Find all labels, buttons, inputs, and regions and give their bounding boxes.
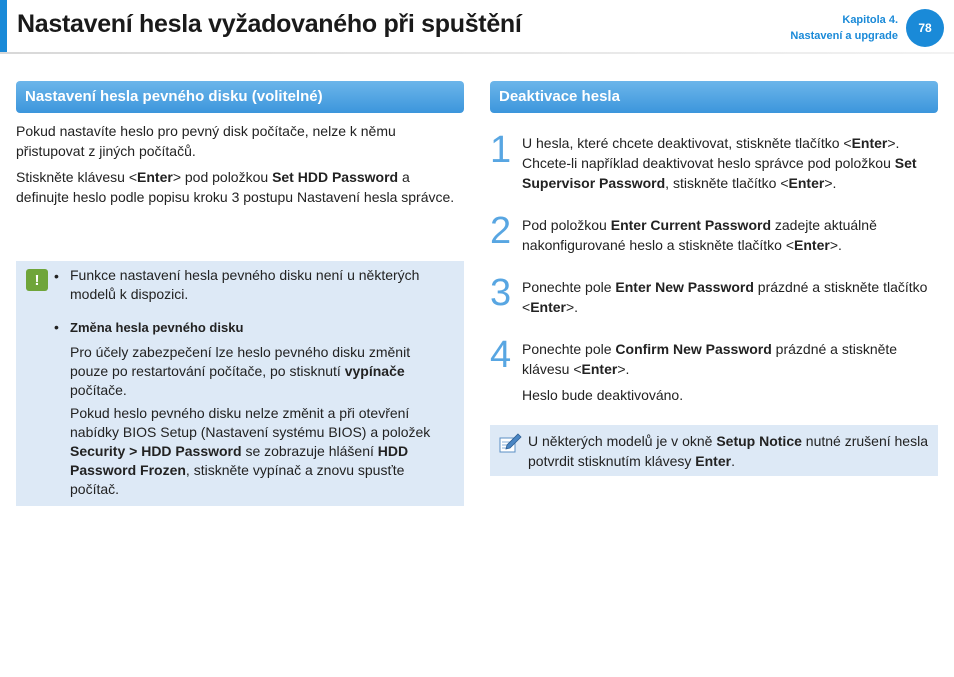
step-text: Pod položkou Enter Current Password zadejte aktuálně nakonfigurované heslo a stiskněte tlačítko <Enter>. [522,217,877,253]
note-box [490,425,938,476]
page-number-badge: 78 [906,9,944,47]
warning-item-availability: Funkce nastavení hesla pevného disku není u některých modelů k dispozici. [70,267,420,302]
chapter-label [790,12,898,44]
step-number: 1 [490,129,512,171]
chapter-title: Nastavení a upgrade [790,30,898,42]
step-text: Ponechte pole Confirm New Password prázdné a stiskněte klávesu <Enter>. [522,341,898,377]
note-pencil-icon [498,433,522,455]
warning-item-paragraph-1: Pro účely zabezpečení lze heslo pevného disku změnit pouze po restartování počítače, po stisknutí vypínače počítače. [70,344,411,398]
intro-paragraph: Pokud nastavíte heslo pro pevný disk počítače, nelze k němu přistupovat z jiných počítačů. [16,123,396,159]
step-number: 2 [490,210,512,252]
step-number: 4 [490,334,512,376]
section-heading-hdd-password: Nastavení hesla pevného disku (volitelné) [16,81,464,113]
page-title: Nastavení hesla vyžadovaného při spuštění [17,10,522,38]
step-result: Heslo bude deaktivováno. [522,387,684,403]
title-divider [0,52,954,54]
warning-item-paragraph-2: Pokud heslo pevného disku nelze změnit a při otevření nabídky BIOS Setup (Nastavení systému BIOS) a položek Security > HDD Password se zobrazuje hlášení HDD Password Frozen, stiskněte vypínač a znovu spusťte počítač. [70,405,431,497]
note-text: U některých modelů je v okně Setup Notice nutné zrušení hesla potvrdit stisknutím klávesy Enter. [528,433,928,469]
exclamation-icon: ! [26,269,48,291]
bullet: • [54,268,59,284]
step-number: 3 [490,272,512,314]
header-accent-bar [0,0,7,52]
chapter-number: Kapitola 4. [842,14,898,26]
step-text: U hesla, které chcete deaktivovat, stiskněte tlačítko <Enter>. Chcete-li například deaktivovat heslo správce pod položkou Set Supervisor Password, stiskněte tlačítko <Enter>. [522,135,917,191]
section-heading-deactivate: Deaktivace hesla [490,81,938,113]
warning-box [16,261,464,506]
step-text: Ponechte pole Enter New Password prázdné a stiskněte tlačítko <Enter>. [522,279,928,315]
warning-item-title: Změna hesla pevného disku [70,320,244,335]
instruction-paragraph: Stiskněte klávesu <Enter> pod položkou Set HDD Password a definujte heslo podle popisu kroku 3 postupu Nastavení hesla správce. [16,169,455,205]
bullet: • [54,319,59,335]
